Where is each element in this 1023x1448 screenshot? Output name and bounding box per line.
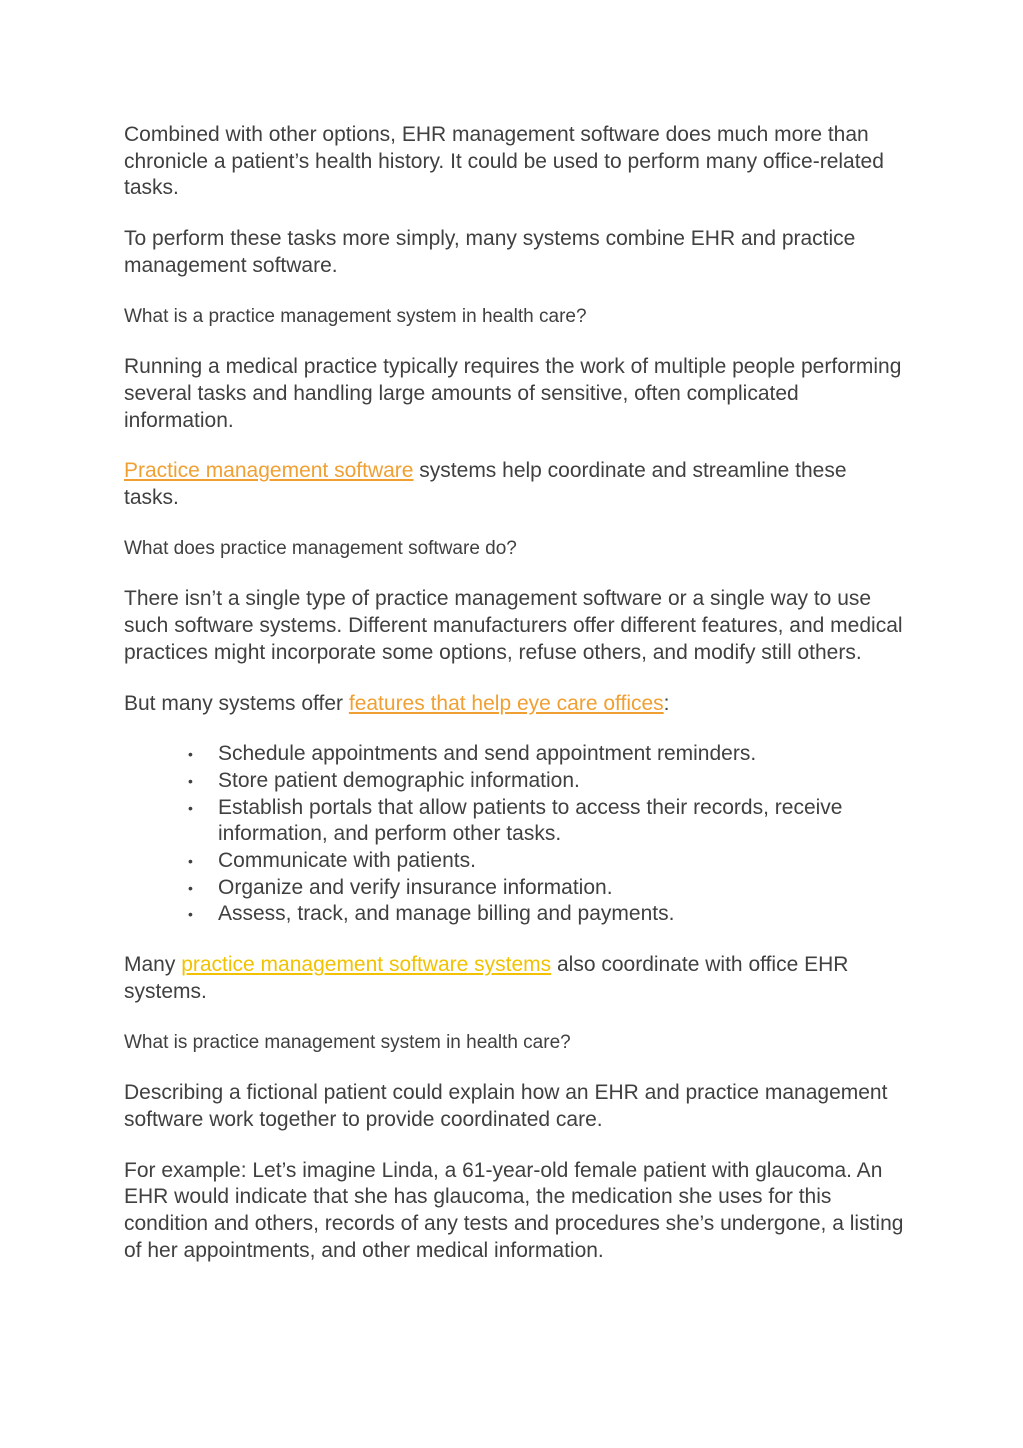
paragraph-colon: :: [663, 691, 670, 715]
list-item-text: Store patient demographic information.: [218, 768, 580, 792]
subheading-what-is-pms: What is a practice management system in health care?: [124, 305, 587, 327]
list-item: [188, 741, 904, 768]
paragraph-no-single-type: There isn’t a single type of practice management software or a single way to use such software systems. Different manufacturers offer different features, and medical practices might incorporate some options, refuse others, and modify still others.: [124, 587, 903, 664]
paragraph-many-systems-offer-text: But many systems offer: [124, 691, 349, 715]
link-practice-management-software[interactable]: Practice management software: [124, 459, 414, 483]
list-item-text: Communicate with patients.: [218, 849, 476, 873]
paragraph-coordinate-ehr: [124, 952, 904, 1005]
link-eye-care-features[interactable]: features that help eye care offices: [348, 691, 664, 715]
list-item-text: Schedule appointments and send appointment reminders.: [218, 742, 757, 766]
paragraph-coordinate-ehr-start: Many: [124, 953, 182, 977]
subheading-pms-health-care: What is practice management system in health care?: [124, 1031, 571, 1053]
list-item-text: Establish portals that allow patients to access their records, receive information, and perform other tasks.: [218, 795, 843, 846]
bullet-icon: •: [188, 746, 193, 763]
list-item: [188, 768, 904, 795]
bullet-icon: •: [188, 853, 193, 870]
list-item-text: Organize and verify insurance information.: [218, 875, 613, 899]
bullet-icon: •: [188, 799, 193, 816]
paragraph-coordinate-ehr-end: also coordinate with office EHR systems.: [124, 953, 849, 1003]
paragraph-running-practice: Running a medical practice typically requires the work of multiple people performing several tasks and handling large amounts of sensitive, often complicated information.: [124, 355, 902, 432]
features-list: [124, 741, 904, 928]
paragraph-pms-coordinate: [124, 458, 904, 511]
link-practice-management-software-systems[interactable]: practice management software systems: [181, 953, 552, 977]
paragraph-fictional-patient: Describing a fictional patient could explain how an EHR and practice management software work together to provide coordinated care.: [124, 1081, 888, 1131]
paragraph-combine-systems: To perform these tasks more simply, many systems combine EHR and practice management software.: [124, 227, 856, 277]
paragraph-pms-coordinate-text: systems help coordinate and streamline these tasks.: [124, 459, 847, 510]
paragraph-ehr-intro: Combined with other options, EHR management software does much more than chronicle a patient’s health history. It could be used to perform many office-related tasks.: [124, 123, 884, 200]
bullet-icon: •: [188, 879, 193, 896]
paragraph-linda-example: For example: Let’s imagine Linda, a 61-year-old female patient with glaucoma. An EHR would indicate that she has glaucoma, the medication she uses for this condition and others, records of any tests and procedures she’s undergone, a listing of her appointments, and other medical information.: [124, 1158, 904, 1262]
paragraph-many-systems-offer: [124, 691, 904, 718]
bullet-icon: •: [188, 906, 193, 923]
list-item: [188, 901, 904, 928]
list-item: [188, 848, 904, 875]
list-item: [188, 795, 904, 848]
subheading-what-does-pms-do: What does practice management software do?: [124, 537, 517, 559]
list-item-text: Assess, track, and manage billing and payments.: [218, 902, 675, 926]
list-item: [188, 875, 904, 902]
document-page: [124, 122, 904, 1289]
bullet-icon: •: [188, 772, 193, 789]
